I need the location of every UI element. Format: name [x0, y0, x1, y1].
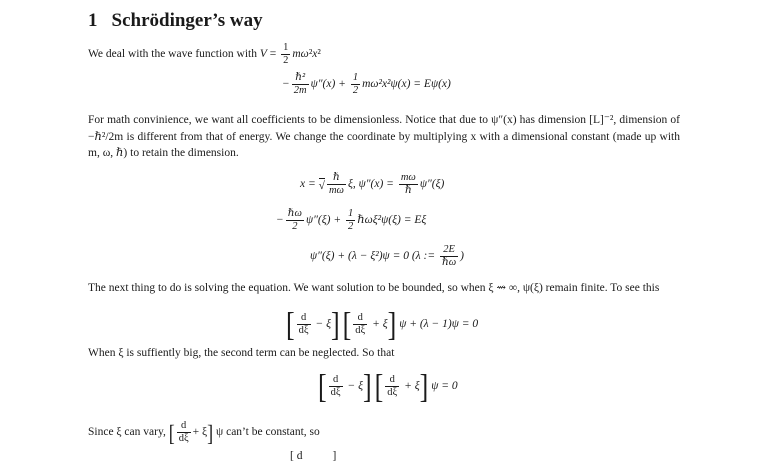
paragraph-constant: Since ξ can vary, [ $\frac{d}{d\xi}$ + ξ] ψ can’t be constant, so — [88, 419, 320, 446]
section-number: 1 — [88, 10, 98, 31]
paragraph-bounded: The next thing to do is solving the equation. We want solution to be bounded, so when ξ ⇝ ∞, ψ(ξ) remain finite. To see this — [88, 282, 660, 294]
equation-factored: [ $\frac{d}{d\xi}$ − ξ] [ $\frac{d}{d\xi}$ + ξ] ψ + (λ − 1)ψ = 0 — [286, 305, 479, 343]
section-title: Schrödinger’s way — [111, 10, 263, 31]
equation-factored-simplified: [ $\frac{d}{d\xi}$ − ξ] [ $\frac{d}{d\xi}$ + ξ] ψ = 0 — [318, 367, 458, 405]
equation-schrodinger: − $\frac{\text{ℏ²}}{2m}$ ψ″(x) + $\frac{1}{2}$ mω²x²ψ(x) = Eψ(x) — [282, 72, 451, 96]
equation-lambda: ψ″(ξ) + (λ − ξ²)ψ = 0 (λ := $\frac{2E}{\text{ℏω}}$ ) — [310, 244, 465, 268]
paragraph-intro: We deal with the wave function with V = $\frac{1}{2}$ mω²x² — [88, 42, 321, 66]
equation-xi-form: − $\frac{\text{ℏω}}{2}$ ψ″(ξ) + $\frac{1}{2}$ ℏωξ²ψ(ξ) = Eξ — [276, 208, 427, 232]
paragraph-dimension: For math convinience, we want all coefficients to be dimensionless. Notice that due to ψ″(x) has dimension [L]⁻², dimension of −ℏ²/2m is different from that of energy. We change the coordinate by multiplying x with a dimensional constant (made up with m, ω, ℏ) to retain the dimension. — [88, 114, 680, 159]
section-heading — [88, 10, 263, 32]
paragraph-neglect: When ξ is suffiently big, the second term can be neglected. So that — [88, 347, 395, 359]
equation-coordinate-change: x = √ $\frac{\text{ℏ}}{m\omega}$ ξ, ψ″(x) = $\frac{m\omega}{\text{ℏ}}$ ψ″(ξ) — [300, 172, 445, 196]
intro-text: We deal with the wave function with — [88, 48, 257, 61]
equation-partial-bottom: [ d ] — [290, 450, 337, 462]
